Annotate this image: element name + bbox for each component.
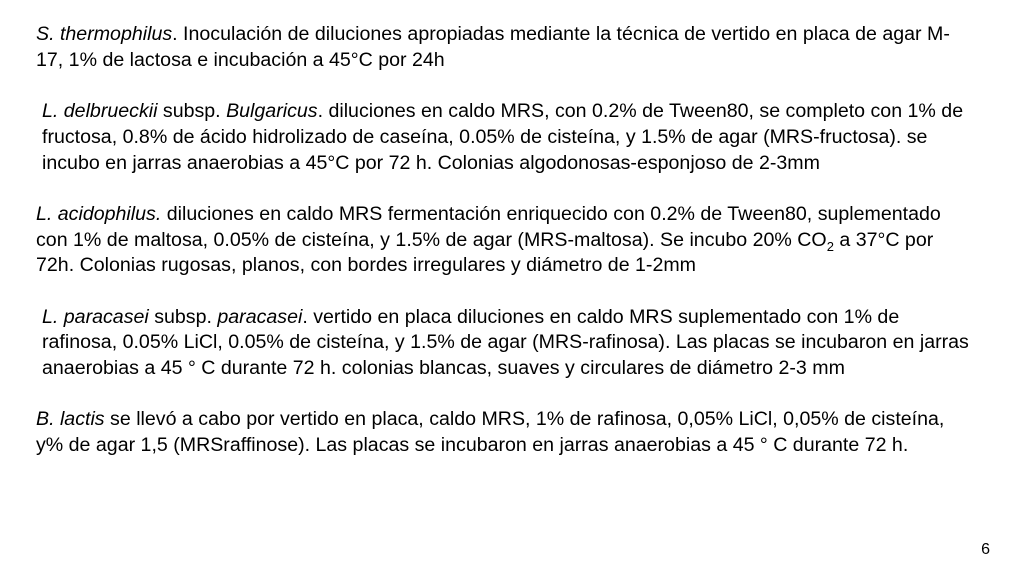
- paragraph-text-b-lactis: se llevó a cabo por vertido en placa, caldo MRS, 1% de rafinosa, 0,05% LiCl, 0,05% de cisteína, y% de agar 1,5 (MRSraffinose). Las placas se incubaron en jarras anaerobias a 45 ° C durante 72 h.: [36, 408, 945, 457]
- species-name-l-acidophilus: L. acidophilus.: [36, 202, 162, 225]
- paragraph-l-paracasei: [36, 305, 976, 382]
- species-name-l-paracasei: L. paracasei: [42, 305, 149, 328]
- species-name-l-delbrueckii: L. delbrueckii: [42, 100, 158, 123]
- slide-body: [36, 22, 976, 459]
- paragraph-text-l-acidophilus-cont: a 37°C por 72h. Colonias rugosas, planos, con bordes irregulares y diámetro de 1-2mm: [36, 228, 934, 277]
- page-number: 6: [981, 541, 990, 558]
- subsp-label-l-delbrueckii: subsp.: [157, 100, 227, 123]
- species-name-b-lactis: B. lactis: [36, 408, 105, 431]
- subspecies-name-paracasei: paracasei: [217, 305, 303, 328]
- paragraph-text-s-thermophilus: . Inoculación de diluciones apropiadas mediante la técnica de vertido en placa de agar M-17, 1% de lactosa e incubación a 45°C por 24h: [36, 23, 950, 71]
- paragraph-b-lactis: [36, 407, 976, 458]
- paragraph-l-delbrueckii: [36, 99, 976, 176]
- paragraph-text-l-acidophilus: diluciones en caldo MRS fermentación enriquecido con 0.2% de Tween80, suplementado con 1% de maltosa, 0.05% de cisteína, y 1.5% de agar (MRS-maltosa). Se incubo 20% CO: [36, 202, 941, 251]
- subsp-label-l-paracasei: subsp.: [148, 305, 218, 328]
- paragraph-text-l-delbrueckii: . diluciones en caldo MRS, con 0.2% de Tween80, se completo con 1% de fructosa, 0.8% de ácido hidrolizado de caseína, 0.05% de cisteína, y 1.5% de agar (MRS-fructosa). se incubo en jarras anaerobias a 45°C por 72 h. Colonias algodonosas-esponjoso de 2-3mm: [42, 100, 964, 174]
- paragraph-s-thermophilus: [36, 22, 976, 73]
- subspecies-name-bulgaricus: Bulgaricus: [226, 100, 318, 123]
- paragraph-text-l-paracasei: . vertido en placa diluciones en caldo MRS suplementado con 1% de rafinosa, 0.05% LiCl, 0.05% de cisteína, y 1.5% de agar (MRS-rafinosa). Las placas se incubaron en jarras anaerobias a 45 ° C durante 72 h. colonias blancas, suaves y circulares de diámetro 2-3 mm: [42, 305, 969, 380]
- species-name-s-thermophilus: S. thermophilus: [36, 23, 173, 45]
- paragraph-l-acidophilus: [36, 202, 976, 279]
- co2-subscript: 2: [826, 238, 834, 254]
